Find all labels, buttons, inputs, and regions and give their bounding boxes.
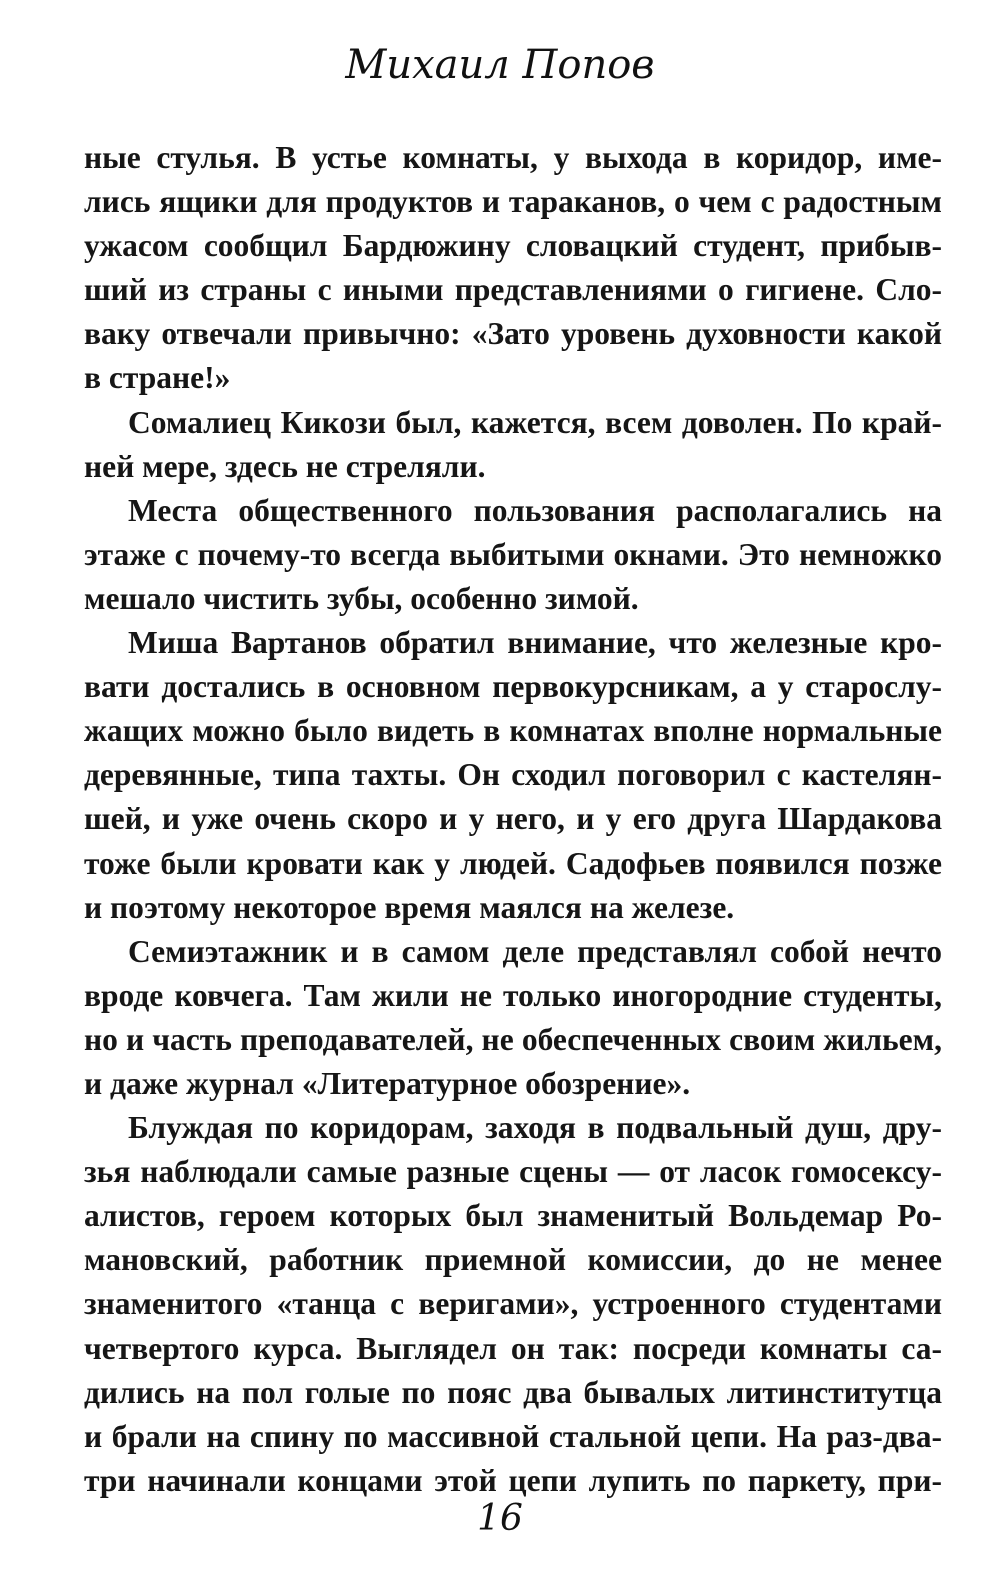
text-line: дились на пол голые по пояс два бывалых литинститутца: [84, 1374, 942, 1410]
text-line: четвертого курса. Выглядел он так: посреди комнаты са-: [84, 1330, 942, 1366]
text-line: ший из страны с иными представлениями о гигиене. Сло-: [84, 272, 942, 308]
text-line: в стране!»: [84, 360, 231, 396]
text-line: три начинали концами этой цепи лупить по паркету, при-: [84, 1462, 942, 1498]
paragraph-first-line: Места общественного пользования располагались на: [128, 492, 942, 528]
text-line: вроде ковчега. Там жили не только иногородние студенты,: [84, 977, 942, 1013]
text-line: лись ящики для продуктов и тараканов, о чем с радостным: [84, 184, 942, 220]
text-line: и брали на спину по массивной стальной цепи. На раз-два-: [84, 1418, 942, 1454]
text-line: шей, и уже очень скоро и у него, и у его друга Шардакова: [84, 801, 942, 837]
text-line: и даже журнал «Литературное обозрение».: [84, 1065, 691, 1101]
text-line: но и часть преподавателей, не обеспеченных своим жильем,: [84, 1021, 942, 1057]
text-line: ней мере, здесь не стреляли.: [84, 448, 486, 484]
page-body-text: [84, 136, 942, 1503]
text-line: деревянные, типа тахты. Он сходил поговорил с кастелян-: [84, 757, 942, 793]
text-line: жащих можно было видеть в комнатах вполне нормальные: [84, 713, 942, 749]
text-line: мешало чистить зубы, особенно зимой.: [84, 580, 639, 616]
text-line: алистов, героем которых был знаменитый Вольдемар Ро-: [84, 1198, 942, 1234]
text-line: вати достались в основном первокурсникам, а у старослу-: [84, 669, 942, 705]
paragraph-first-line: Семиэтажник и в самом деле представлял собой нечто: [128, 933, 942, 969]
paragraph-first-line: Блуждая по коридорам, заходя в подвальный душ, дру-: [128, 1110, 942, 1146]
text-line: и поэтому некоторое время маялся на железе.: [84, 889, 735, 925]
page-number: 16: [477, 1498, 523, 1539]
text-line: мановский, работник приемной комиссии, до не менее: [84, 1242, 942, 1278]
text-line: тоже были кровати как у людей. Садофьев появился позже: [84, 845, 942, 881]
text-line: ужасом сообщил Бардюжину словацкий студент, прибыв-: [84, 228, 942, 264]
text-line: знаменитого «танца с веригами», устроенного студентами: [84, 1286, 942, 1322]
running-head-author: Михаил Попов: [345, 42, 655, 88]
text-line: зья наблюдали самые разные сцены — от ласок гомосексу-: [84, 1154, 942, 1190]
paragraph-first-line: Сомалиец Кикози был, кажется, всем доволен. По край-: [128, 404, 942, 440]
paragraph-first-line: Миша Вартанов обратил внимание, что железные кро-: [128, 625, 942, 661]
text-line: ные стулья. В устье комнаты, у выхода в коридор, име-: [84, 140, 942, 175]
text-line: этаже с почему-то всегда выбитыми окнами. Это немножко: [84, 536, 942, 572]
text-line: ваку отвечали привычно: «Зато уровень духовности какой: [84, 316, 942, 352]
